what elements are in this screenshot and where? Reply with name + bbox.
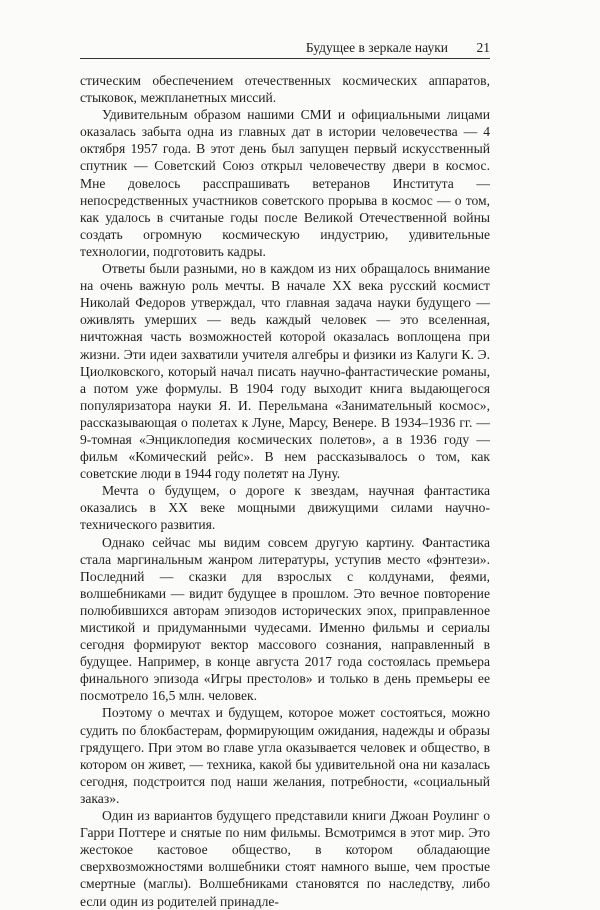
paragraph-2: Удивительным образом нашими СМИ и официальными лицами оказалась забыта одна из главных дат в истории человечества — 4 октября 1957 года. В этот день был запущен первый искусственный спутник — Советский Союз открыл человечеству двери в космос. Мне довелось расспрашивать ветеранов Института — непосредственных участников советского прорыва в космос — о том, как удалось в считаные годы после Великой Отечественной войны создать огромную космическую индустрию, удивительные технологии, подготовить кадры. [80, 107, 490, 259]
running-header [80, 40, 490, 59]
page-number: 21 [476, 40, 490, 55]
body-text [80, 72, 490, 910]
paragraph-1: стическим обеспечением отечественных космических аппаратов, стыковок, межпланетных миссий. [80, 73, 490, 106]
paragraph-7: Один из вариантов будущего представили книги Джоан Роулинг о Гарри Поттере и снятые по ним фильмы. Всмотримся в этот мир. Это жестокое кастовое общество, в котором обладающие сверхвозможностями волшебники стоят намного выше, чем простые смертные (маглы). Волшебниками становятся по наследству, либо если один из родителей принадле- [80, 808, 490, 909]
running-title: Будущее в зеркале науки [305, 40, 448, 55]
paragraph-3: Ответы были разными, но в каждом из них обращалось внимание на очень важную роль мечты. В начале XX века русский космист Николай Федоров утверждал, что главная задача науки будущего — оживлять умерших — ведь каждый человек — это вселенная, ничтожная часть возможностей которой оказалась воплощена при жизни. Эти идеи захватили учителя алгебры и физики из Калуги К. Э. Циолковского, который начал писать научно-фантастические романы, а потом уже формулы. В 1904 году выходит книга выдающегося популяризатора науки Я. И. Перельмана «Занимательный космос», рассказывающая о полетах к Луне, Марсу, Венере. В 1934–1936 гг. — 9-томная «Энциклопедия космических полетов», а в 1936 году — фильм «Комический рейс». В нем рассказывалось о том, как советские люди в 1944 году полетят на Луну. [80, 261, 490, 482]
paragraph-4: Мечта о будущем, о дороге к звездам, научная фантастика оказались в XX веке мощными движущими силами научно-технического развития. [80, 483, 490, 533]
paragraph-5: Однако сейчас мы видим совсем другую картину. Фантастика стала маргинальным жанром литературы, уступив место «фэнтези». Последний — сказки для взрослых с колдунами, феями, волшебниками — видит будущее в прошлом. Это вечное повторение полюбившихся авторам эпизодов исторических эпох, приправленное мистикой и придуманными чудесами. Именно фильмы и сериалы сегодня формируют вектор массового сознания, направленный в будущее. Например, в конце августа 2017 года состоялась премьера финального эпизода «Игры престолов» и только в день премьеры ее посмотрело 16,5 млн. человек. [80, 534, 490, 704]
paragraph-6: Поэтому о мечтах и будущем, которое может состояться, можно судить по блокбастерам, формирующим ожидания, надежды и образы грядущего. При этом во главе угла оказывается человек и общество, в котором он живет, — техника, какой бы удивительной она ни казалась сегодня, подстроится под наши желания, потребности, «социальный заказ». [80, 705, 490, 806]
